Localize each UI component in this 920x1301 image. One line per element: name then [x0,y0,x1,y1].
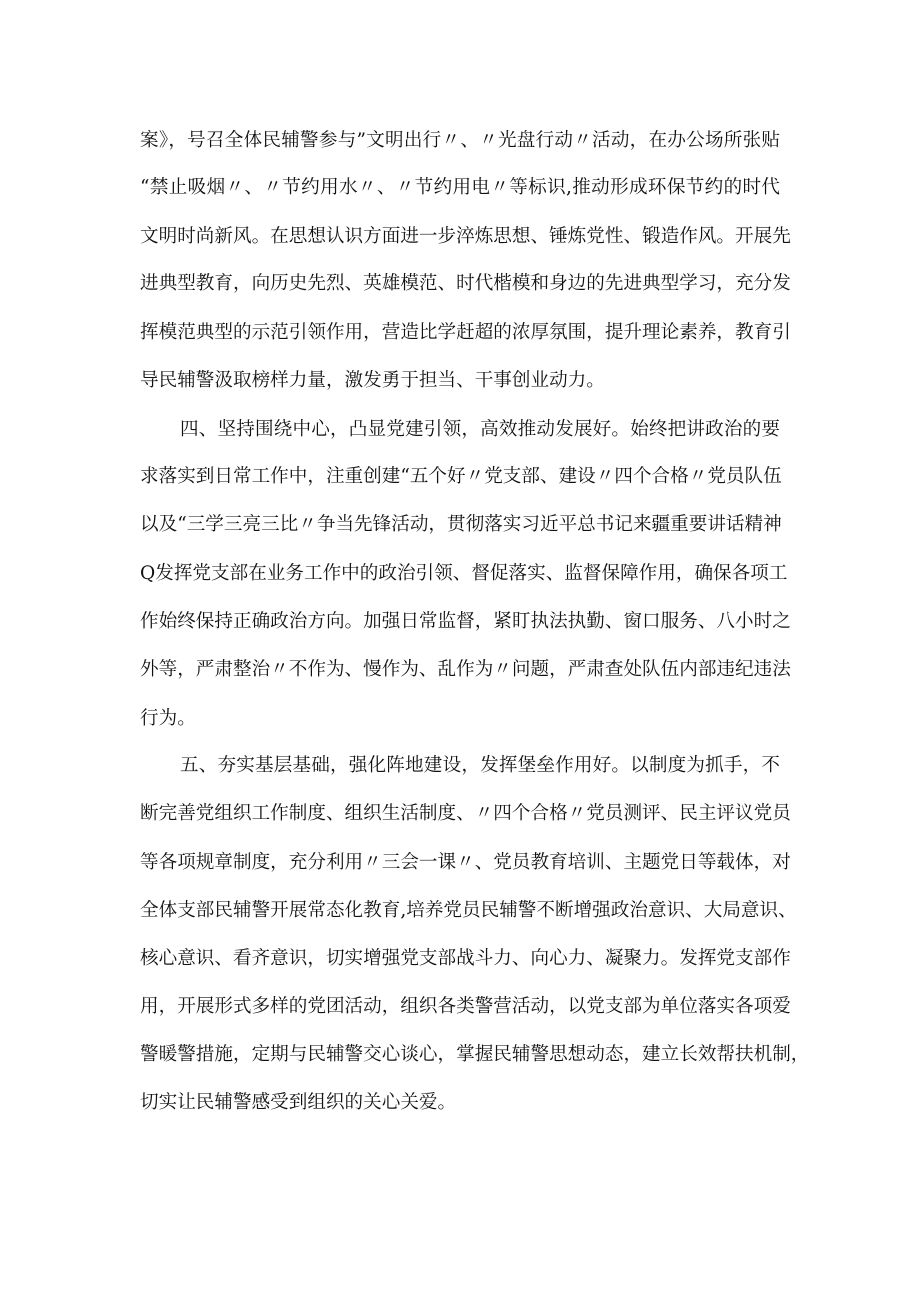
text-line: 进典型教育，向历史先烈、英雄模范、时代楷模和身边的先进典型学习，充分发 [140,273,791,294]
text-line: 全体支部民辅警开展常态化教育,培养党员民辅警不断增强政治意识、大局意识、 [140,900,797,921]
text-line: 核心意识、看齐意识，切实增强党支部战斗力、向心力、凝聚力。发挥党支部作 [140,948,791,969]
text-line: 用，开展形式多样的党团活动，组织各类警营活动，以党支部为单位落实各项爱 [140,996,791,1017]
text-line: 求落实到日常工作中，注重创建“五个好〃党支部、建设〃四个合格〃党员队伍 [140,466,782,487]
text-line: 行为。 [140,708,196,729]
text-line: “禁止吸烟〃、〃节约用水〃、〃节约用电〃等标识,推动形成环保节约的时代 [140,177,780,198]
text-line: 文明时尚新风。在思想认识方面进一步淬炼思想、锤炼党性、锻造作风。开展先 [140,226,791,247]
text-line: 外等，严肃整治〃不作为、慢作为、乱作为〃问题，严肃查处队伍内部违纪违法 [140,659,791,680]
text-line: 挥模范典型的示范引领作用，营造比学赶超的浓厚氛围，提升理论素养，教育引 [140,322,791,343]
text-line: 断完善党组织工作制度、组织生活制度、〃四个合格〃党员测评、民主评议党员 [140,803,791,824]
text-line: 以及“三学三亮三比〃争当先锋活动，贯彻落实习近平总书记来疆重要讲话精神 [140,514,782,535]
text-line: 导民辅警汲取榜样力量，激发勇于担当、干事创业动力。 [140,370,605,391]
text-line: 案》，号召全体民辅警参与”文明出行〃、〃光盘行动〃活动，在办公场所张贴 [140,130,780,151]
text-line: 作始终保持正确政治方向。加强日常监督，紧盯执法执勤、窗口服务、八小时之 [140,611,791,632]
text-line: 五、夯实基层基础，强化阵地建设，发挥堡垒作用好。以制度为抓手，不 [180,755,780,776]
text-line: 四、坚持围绕中心，凸显党建引领，高效推动发展好。始终把讲政治的要 [180,419,780,440]
text-line: 等各项规章制度，充分利用〃三会一课〃、党员教育培训、主题党日等载体，对 [140,852,791,873]
text-line: 警暖警措施，定期与民辅警交心谈心，掌握民辅警思想动态，建立长效帮扶机制， [140,1044,810,1065]
text-line: 切实让民辅警感受到组织的关心关爱。 [140,1092,457,1113]
text-line: Q发挥党支部在业务工作中的政治引领、督促落实、监督保障作用，确保各项工 [140,563,788,584]
